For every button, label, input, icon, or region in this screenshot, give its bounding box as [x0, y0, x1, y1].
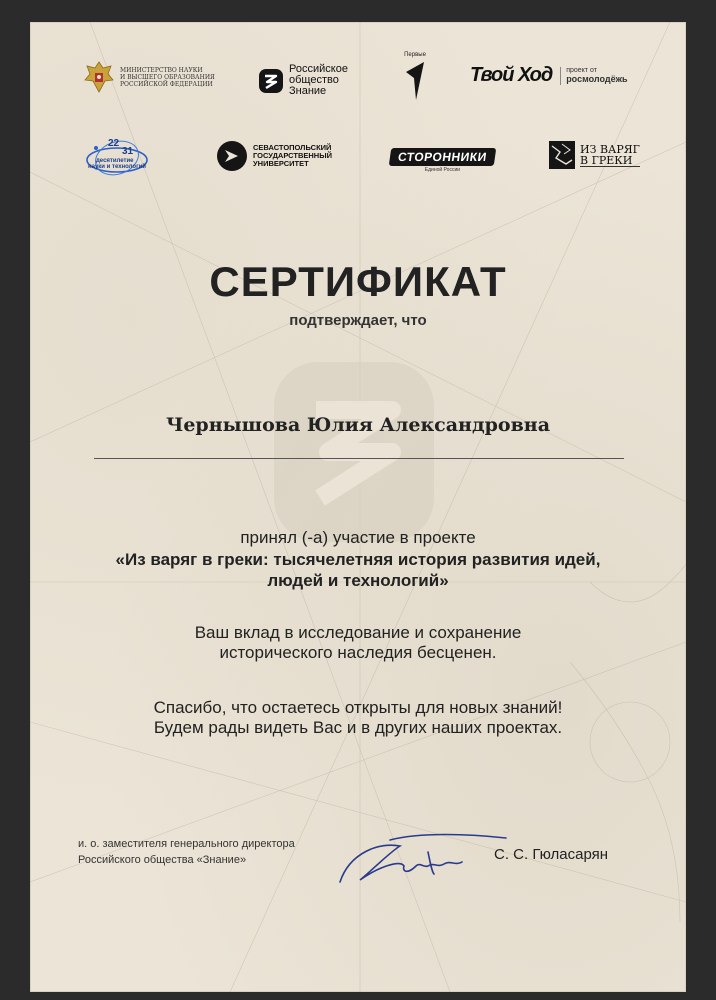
- pervye-logo: [402, 52, 428, 102]
- thanks-line-2: Будем рады видеть Вас и в других наших проектах.: [153, 718, 563, 737]
- participated-text: принял (-а) участие в проекте: [240, 528, 476, 547]
- decade-year-1: 22: [108, 138, 120, 149]
- eagle-emblem-icon: [82, 58, 116, 96]
- tvoi-hod-text: Твой Ход: [470, 64, 553, 86]
- thanks-paragraph: [60, 698, 656, 738]
- znanie-line-1: Российское: [289, 63, 348, 75]
- thanks-line-1: Спасибо, что остаетесь открыты для новых знаний!: [153, 698, 563, 717]
- project-title: [70, 549, 646, 591]
- znanie-logo: [258, 64, 348, 97]
- certificate-paper: [30, 22, 686, 992]
- tvoi-hod-logo: [470, 64, 628, 87]
- varyagi-map-icon: [548, 140, 576, 170]
- ministry-logo: [82, 58, 215, 96]
- contribution-paragraph: [90, 623, 626, 663]
- contribution-line-1: Ваш вклад в исследование и сохранение: [194, 623, 522, 642]
- decade-year-2: 31: [122, 146, 134, 157]
- project-title-line-2: людей и технологий»: [267, 571, 449, 590]
- recipient-name: Чернышова Юлия Александровна: [166, 414, 550, 436]
- storonniki-sub: Единой России: [424, 167, 461, 173]
- handwritten-signature: [330, 822, 510, 892]
- decade-logo: [82, 138, 152, 178]
- sevgu-arrow-icon: [216, 140, 248, 172]
- decade-line-2: науки и технологий: [88, 164, 146, 170]
- storonniki-text: СТОРОННИКИ: [389, 148, 496, 166]
- varyagi-line-1: ИЗ ВАРЯГ: [580, 142, 640, 156]
- sevgu-line-3: УНИВЕРСИТЕТ: [253, 159, 309, 168]
- znanie-line-3: Знание: [289, 85, 327, 97]
- contribution-line-2: исторического наследия бесценен.: [219, 643, 497, 662]
- rosmol-name: росмолодёжь: [566, 73, 628, 84]
- sevgu-logo: [216, 140, 332, 172]
- znanie-watermark-icon: [264, 352, 444, 552]
- znanie-icon: [258, 68, 284, 94]
- pervye-arrow-icon: [402, 58, 428, 102]
- position-line-1: и. о. заместителя генерального директора: [78, 838, 295, 850]
- ministry-line-2: И ВЫСШЕГО ОБРАЗОВАНИЯ: [120, 73, 215, 81]
- ministry-line-3: РОССИЙСКОЙ ФЕДЕРАЦИИ: [120, 80, 213, 88]
- decade-line-1: десятилетие: [96, 158, 134, 164]
- sevgu-line-2: ГОСУДАРСТВЕННЫЙ: [253, 151, 332, 160]
- varyagi-line-2: В ГРЕКИ: [580, 155, 640, 167]
- znanie-line-2: общество: [289, 74, 339, 86]
- varyagi-logo: [548, 140, 640, 170]
- confirms-text: подтверждает, что: [289, 312, 427, 329]
- name-underline: [94, 458, 624, 459]
- storonniki-logo: [390, 148, 495, 173]
- pervye-label: Первые: [404, 52, 426, 58]
- signatory-name: С. С. Гюласарян: [494, 846, 609, 863]
- rosmol-small: проект от: [566, 66, 597, 74]
- sevgu-line-1: СЕВАСТОПОЛЬСКИЙ: [253, 143, 332, 152]
- ministry-line-1: МИНИСТЕРСТВО НАУКИ: [120, 66, 203, 74]
- certificate-title: СЕРТИФИКАТ: [209, 258, 507, 305]
- project-title-line-1: «Из варяг в греки: тысячелетняя история развития идей,: [115, 550, 601, 569]
- position-line-2: Российского общества «Знание»: [78, 854, 247, 866]
- signatory-position: [78, 836, 295, 868]
